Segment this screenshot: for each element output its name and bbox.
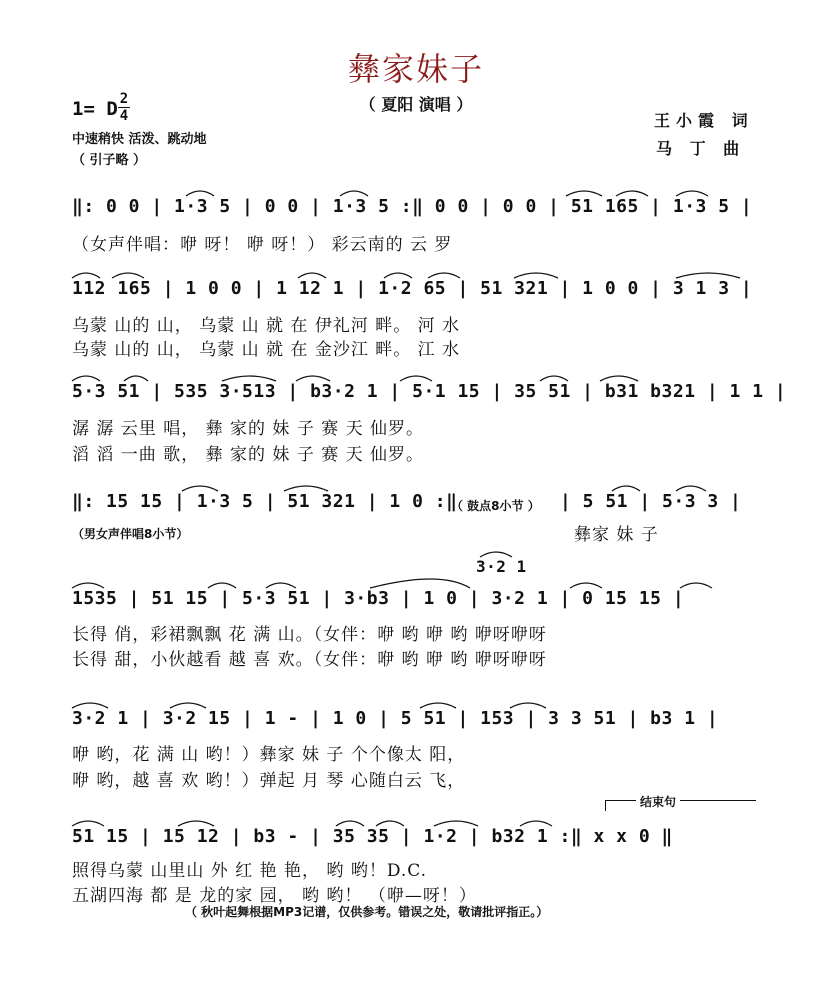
score-row-6-notes: 3·2 1 | 3·2 15 | 1 - | 1 0 | 5 51 | 153 | 3 3 51 | b3 1 | <box>72 708 719 729</box>
score-row-1-lyric-1: （女声伴唱：咿 呀！ 咿 呀！） 彩云南的 云 罗 <box>72 235 453 255</box>
score-row-6-lyric-2: 咿 哟，越 喜 欢 哟！）弹起 月 琴 心随白云 飞， <box>72 771 466 791</box>
singer-credit: （ 夏阳 演唱 ） <box>359 95 473 114</box>
score-row-7-notes: 51 15 | 15 12 | b3 - | 35 35 | 1·2 | b32 1 :‖ x x 0 ‖ <box>72 826 673 847</box>
score-row-3-lyric-2: 滔 滔 一曲 歌， 彝 家的 妹 子 赛 天 仙罗。 <box>72 445 425 465</box>
time-signature <box>118 92 130 123</box>
score-row-4-notes-end: | 5 51 | 5·3 3 | <box>560 491 742 512</box>
score-row-6-lyric-1: 咿 哟，花 满 山 哟！）彝家 妹 子 个个像太 阳， <box>72 745 466 765</box>
ending-label: 结束句 <box>636 793 680 810</box>
score-row-4-notes: ‖: 15 15 | 1·3 5 | 51 321 | 1 0 :‖ <box>72 491 458 512</box>
score-row-2-lyric-1: 乌蒙 山的 山， 乌蒙 山 就 在 伊礼河 畔。 河 水 <box>72 316 461 336</box>
score-row-2-lyric-2: 乌蒙 山的 山， 乌蒙 山 就 在 金沙江 畔。 江 水 <box>72 340 461 360</box>
score-row-5-upper-notes: 3·2 1 <box>476 557 527 576</box>
intro-note: （ 引子略 ） <box>72 153 147 168</box>
ending-bracket <box>605 800 756 811</box>
key-signature: 1= D <box>72 98 118 120</box>
time-signature-top: 2 <box>119 91 129 107</box>
score-row-5-notes: 1535 | 51 15 | 5·3 51 | 3·b3 | 1 0 | 3·2 1 | 0 15 15 | <box>72 588 685 609</box>
score-row-4-lyric-1: 彝家 妹 子 <box>574 525 659 545</box>
score-row-5-lyric-1: 长得 俏，彩裙飘飘 花 满 山。（女伴：咿 哟 咿 哟 咿呀咿呀 <box>72 625 547 645</box>
tempo-marking: 中速稍快 活泼、跳动地 <box>72 132 207 147</box>
score-row-5-lyric-2: 长得 甜，小伙越看 越 喜 欢。（女伴：咿 哟 咿 哟 咿呀咿呀 <box>72 650 547 670</box>
composer-credit: 马 丁 曲 <box>656 139 746 158</box>
drum-interlude-note: （ 鼓点8小节 ） <box>451 499 540 513</box>
score-row-3-notes: 5·3 51 | 535 3·513 | b3·2 1 | 5·1 15 | 35 51 | b31 b321 | 1 1 | <box>72 381 787 402</box>
score-row-7-lyric-1: 照得乌蒙 山里山 外 红 艳 艳， 哟 哟！D.C. <box>72 861 428 881</box>
score-row-2-notes: 112 165 | 1 0 0 | 1 12 1 | 1·2 65 | 51 321 | 1 0 0 | 3 1 3 | <box>72 278 753 299</box>
score-row-7-lyric-2: 五湖四海 都 是 龙的家 园， 哟 哟！ （咿—呀！） <box>72 886 477 906</box>
time-signature-bottom: 4 <box>119 108 129 124</box>
score-row-3-lyric-1: 潺 潺 云里 唱， 彝 家的 妹 子 赛 天 仙罗。 <box>72 419 425 439</box>
song-title: 彝家妹子 <box>347 50 484 88</box>
score-row-1-notes: ‖: 0 0 | 1·3 5 | 0 0 | 1·3 5 :‖ 0 0 | 0 0 | 51 165 | 1·3 5 | <box>72 196 753 217</box>
lyricist-credit: 王小霞 词 <box>654 111 754 130</box>
transcription-footnote: （ 秋叶起舞根据MP3记谱，仅供参考。错误之处，敬请批评指正。） <box>185 905 549 919</box>
chorus-accompaniment-note: （男女声伴唱8小节） <box>72 527 189 541</box>
